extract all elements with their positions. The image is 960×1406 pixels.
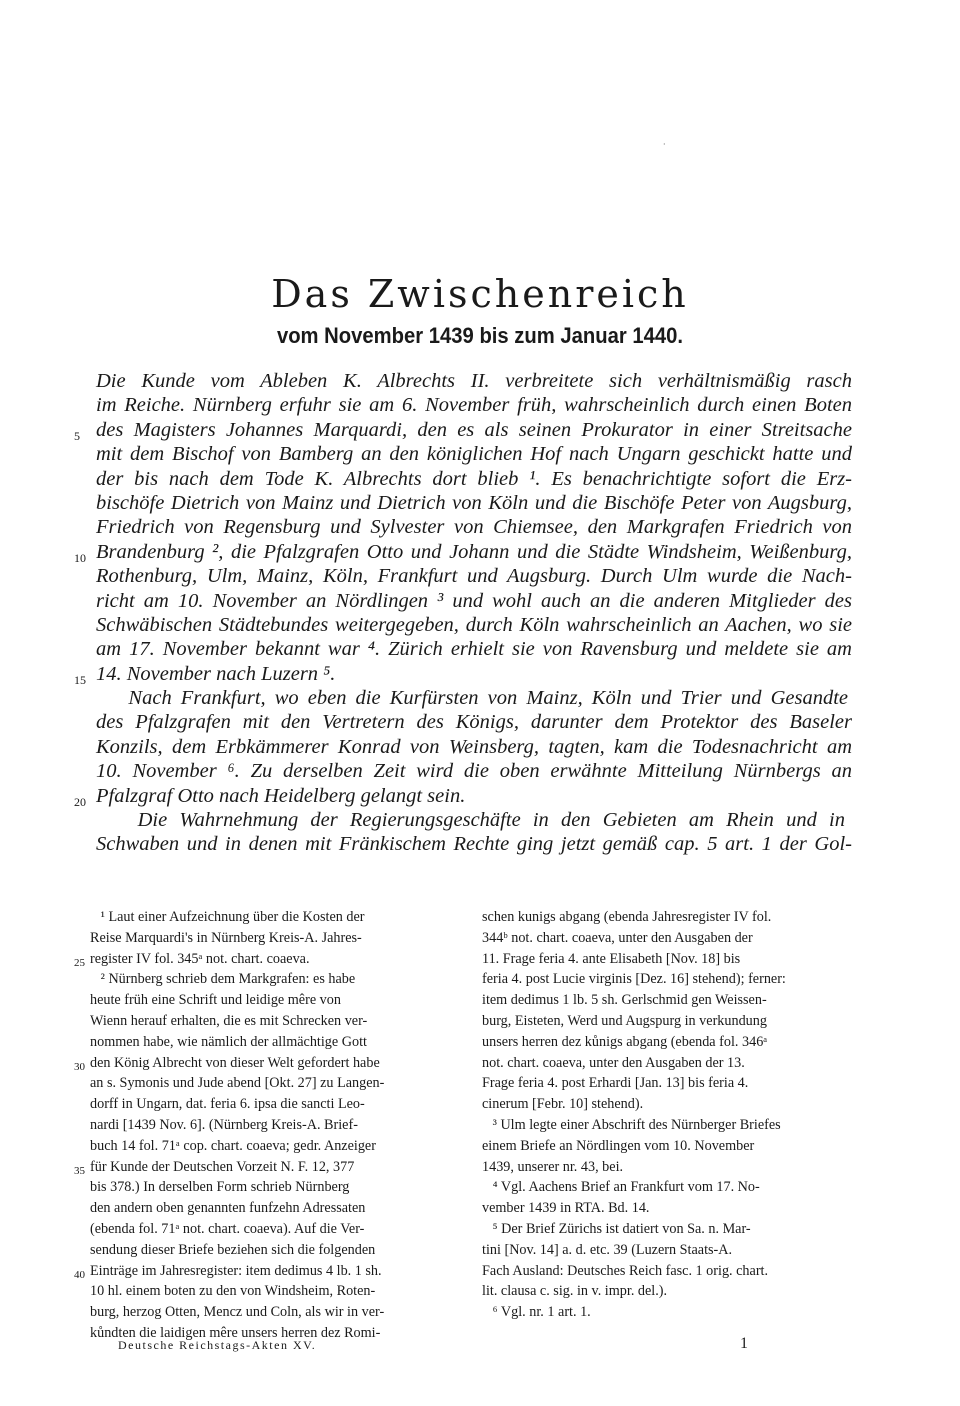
footnote-left-line <box>74 1053 462 1074</box>
main-text-content: 10. November ⁶. Zu derselben Zeit wird die oben erwähnte Mitteilung Nürnbergs an <box>96 760 852 783</box>
main-text-line <box>96 515 852 539</box>
main-text-content: Pfalzgraf Otto nach Heidelberg gelangt sein. <box>96 784 466 807</box>
footnote-left-line <box>90 928 462 949</box>
main-text <box>74 369 852 857</box>
main-text-line <box>74 418 852 443</box>
footnote-left-content: den andern oben genannten funfzehn Adressaten <box>90 1200 366 1217</box>
footnotes-right-column <box>482 907 857 1323</box>
main-text-content: bischöfe Dietrich von Mainz und Dietrich von Köln und die Bischöfe Peter von Augsburg, <box>96 491 852 514</box>
footnote-right-content: Fach Ausland: Deutsches Reich fasc. 1 orig. chart. <box>482 1262 769 1279</box>
main-text-content: Rothenburg, Ulm, Mainz, Köln, Frankfurt und Augsburg. Durch Ulm wurde die Nach- <box>96 565 852 588</box>
footnote-right-content: lit. clausa c. sig. in v. impr. del.). <box>482 1283 668 1300</box>
footnote-left-content: register IV fol. 345ᵃ not. chart. coaeva. <box>90 950 310 967</box>
footnote-right-content: vember 1439 in RTA. Bd. 14. <box>482 1200 650 1217</box>
main-text-content: Schwaben und in denen mit Fränkischem Rechte ging jetzt gemäß cap. 5 art. 1 der Gol- <box>96 833 852 856</box>
line-number: 35 <box>74 1164 85 1177</box>
main-text-line <box>96 637 852 661</box>
footnote-right-line <box>482 1261 857 1282</box>
line-number: 30 <box>74 1060 85 1073</box>
series-footer: Deutsche Reichstags-Akten XV. <box>118 1338 317 1352</box>
footnote-right-line <box>482 990 857 1011</box>
footnote-left-content: Wienn herauf erhalten, die es mit Schrecken ver- <box>90 1012 368 1029</box>
main-text-content: richt am 10. November an Nördlingen ³ und wohl auch an die anderen Mitglieder des <box>96 589 852 612</box>
footnote-left-content: den König Albrecht von dieser Welt gefordert habe <box>90 1054 380 1071</box>
main-text-content: Nach Frankfurt, wo eben die Kurfürsten von Mainz, Köln und Trier und Gesandte <box>96 687 849 710</box>
footnote-left-content: buch 14 fol. 71ᵃ cop. chart. coaeva; gedr. Anzeiger <box>90 1137 376 1154</box>
main-text-content: Die Kunde vom Ableben K. Albrechts II. verbreitete sich verhältnismäßig rasch <box>96 370 852 392</box>
footnote-left-line <box>90 969 462 990</box>
line-number: 25 <box>74 956 85 969</box>
footnote-left-line <box>90 1073 462 1094</box>
main-text-line <box>74 540 852 565</box>
footnote-right-line <box>482 907 857 928</box>
footnote-left-line <box>90 907 462 928</box>
footnote-left-line <box>74 949 462 970</box>
main-text-line <box>96 393 852 417</box>
main-text-line <box>96 832 852 856</box>
main-text-line <box>96 369 852 393</box>
main-text-content: am 17. November bekannt war ⁴. Zürich erhielt sie von Ravensburg und meldete sie am <box>96 638 852 661</box>
footnote-right-content: ⁵ Der Brief Zürichs ist datiert von Sa. n. Mar- <box>482 1220 751 1237</box>
footnote-left-content: kůndten die laidigen mêre unsers herren dez Romi- <box>90 1324 381 1341</box>
footnote-right-content: 11. Frage feria 4. ante Elisabeth [Nov. 18] bis <box>482 950 741 967</box>
footnote-left-content: nardi [1439 Nov. 6]. (Nürnberg Kreis-A. Brief- <box>90 1116 358 1133</box>
footnote-right-line <box>482 1219 857 1240</box>
footnote-left-line <box>90 1281 462 1302</box>
line-number: 15 <box>74 672 86 687</box>
footnote-right-content: schen kunigs abgang (ebenda Jahresregister IV fol. <box>482 909 772 925</box>
footnote-left-content: (ebenda fol. 71ᵃ not. chart. coaeva). Auf die Ver- <box>90 1220 365 1237</box>
footnote-left-content: burg, herzog Otten, Mencz und Coln, als wir in ver- <box>90 1304 385 1321</box>
footnote-left-line <box>74 1157 462 1178</box>
page-number: 1 <box>740 1335 748 1352</box>
footnote-right-content: cinerum [Febr. 10] stehend). <box>482 1096 644 1113</box>
footnote-right-line <box>482 1281 857 1302</box>
footnote-right-line <box>482 1157 857 1178</box>
main-text-content: Friedrich von Regensburg und Sylvester von Chiemsee, den Markgrafen Friedrich von <box>96 516 852 539</box>
main-text-line <box>74 784 852 809</box>
main-text-line <box>96 710 852 734</box>
footnote-left-content: bis 378.) In derselben Form schrieb Nürnberg <box>90 1179 350 1196</box>
main-text-content: im Reiche. Nürnberg erfuhr sie am 6. November früh, wahrscheinlich durch einen Boten <box>96 394 852 417</box>
footnotes-left-column <box>74 907 462 1344</box>
footnote-left-content: ² Nürnberg schrieb dem Markgrafen: es habe <box>90 971 356 988</box>
line-number: 40 <box>74 1268 85 1281</box>
main-text-content: der bis nach dem Tode K. Albrechts dort blieb ¹. Es benachrichtigte sofort die Erz- <box>96 467 852 490</box>
footnote-left-content: dorff in Ungarn, dat. feria 6. ipsa die sancti Leo- <box>90 1096 365 1113</box>
footnote-right-line <box>482 1115 857 1136</box>
line-number: 20 <box>74 794 86 809</box>
footnote-left-content: nommen habe, wie nämlich der allmächtige Gott <box>90 1033 367 1050</box>
main-text-content: des Magisters Johannes Marquardi, den es als seinen Prokurator in einer Streitsache <box>96 418 852 441</box>
footnote-right-line <box>482 949 857 970</box>
footnote-right-content: ³ Ulm legte einer Abschrift des Nürnberger Briefes <box>482 1116 781 1133</box>
footnote-left-line <box>74 1261 462 1282</box>
footnote-left-content: 10 hl. einem boten zu den von Windsheim, Roten- <box>90 1283 376 1300</box>
footnote-right-line <box>482 969 857 990</box>
main-text-line <box>96 759 852 783</box>
main-text-line <box>96 491 852 515</box>
main-text-line <box>96 442 852 466</box>
footnote-left-line <box>90 1198 462 1219</box>
page-subtitle: vom November 1439 bis zum Januar 1440. <box>276 323 684 348</box>
main-text-line <box>96 467 852 491</box>
footnote-right-line <box>482 1094 857 1115</box>
footnote-right-line <box>482 928 857 949</box>
footnote-right-line <box>482 1032 857 1053</box>
page-title: Das Zwischenreich <box>271 272 689 316</box>
footnote-left-line <box>90 1177 462 1198</box>
footnote-right-content: 344ᵇ not. chart. coaeva, unter den Ausgaben der <box>482 929 753 946</box>
footnote-left-line <box>90 1136 462 1157</box>
main-text-line <box>96 808 852 832</box>
footnote-left-content: Einträge im Jahresregister: item dedimus 4 lb. 1 sh. <box>90 1262 382 1279</box>
footnote-right-content: item dedimus 1 lb. 5 sh. Gerlschmid gen Weissen- <box>482 992 767 1009</box>
footnote-left-line <box>90 1302 462 1323</box>
main-text-content: Die Wahrnehmung der Regierungsgeschäfte in den Gebieten am Rhein und in <box>96 809 845 832</box>
footnote-left-line <box>90 1094 462 1115</box>
footnote-left-content: für Kunde der Deutschen Vorzeit N. F. 12, 377 <box>90 1158 355 1175</box>
footnote-left-line <box>90 1240 462 1261</box>
footnote-right-line <box>482 1073 857 1094</box>
main-text-line <box>74 662 852 687</box>
main-text-line <box>96 613 852 637</box>
footnote-right-line <box>482 1198 857 1219</box>
footnote-left-line <box>90 1219 462 1240</box>
main-text-line <box>96 564 852 588</box>
footnote-left-content: sendung dieser Briefe beziehen sich die folgenden <box>90 1241 376 1258</box>
main-text-content: mit dem Bischof von Bamberg an den königlichen Hof nach Ungarn geschickt hatte und <box>96 443 852 466</box>
footnote-right-content: 1439, unserer nr. 43, bei. <box>482 1158 624 1175</box>
footnote-left-content: Reise Marquardi's in Nürnberg Kreis-A. Jahres- <box>90 929 362 946</box>
footnote-right-content: tini [Nov. 14] a. d. etc. 39 (Luzern Staats-A. <box>482 1241 733 1258</box>
scan-speck: · <box>663 140 666 149</box>
main-text-content: Schwäbischen Städtebundes weitergegeben, durch Köln wahrscheinlich an Aachen, wo sie <box>96 613 852 636</box>
main-text-content: des Pfalzgrafen mit den Vertretern des Königs, darunter dem Protektor des Baseler <box>96 711 852 734</box>
footnote-left-line <box>90 1032 462 1053</box>
footnote-right-content: unsers herren dez kůnigs abgang (ebenda fol. 346ᵃ <box>482 1033 768 1050</box>
footnote-right-line <box>482 1240 857 1261</box>
footnote-left-line <box>90 990 462 1011</box>
footnote-left-content: heute früh eine Schrift und leidige mêre von <box>90 992 341 1009</box>
footnote-right-line <box>482 1011 857 1032</box>
footnote-right-content: einem Briefe an Nördlingen vom 10. November <box>482 1137 755 1154</box>
footnote-right-line <box>482 1302 857 1323</box>
footnote-right-content: ⁴ Vgl. Aachens Brief an Frankfurt vom 17. No- <box>482 1179 760 1196</box>
footnote-right-content: ⁶ Vgl. nr. 1 art. 1. <box>482 1304 591 1321</box>
main-text-line <box>96 686 852 710</box>
main-text-content: Konzils, dem Erbkämmerer Konrad von Weinsberg, tagten, kam die Todesnachricht am <box>96 735 852 758</box>
footnote-left-line <box>90 1115 462 1136</box>
footnote-right-content: Frage feria 4. post Erhardi [Jan. 13] bis feria 4. <box>482 1075 749 1092</box>
footnote-right-line <box>482 1136 857 1157</box>
footnote-left-content: an s. Symonis und Jude abend [Okt. 27] zu Langen- <box>90 1075 385 1092</box>
main-text-line <box>96 735 852 759</box>
footnote-left-content: ¹ Laut einer Aufzeichnung über die Kosten der <box>90 909 365 925</box>
line-number: 5 <box>74 428 80 443</box>
footnote-right-line <box>482 1053 857 1074</box>
footnote-right-line <box>482 1177 857 1198</box>
footnote-right-content: burg, Eisteten, Werd und Augspurg in verkundung <box>482 1012 767 1029</box>
main-text-content: 14. November nach Luzern ⁵. <box>96 662 336 685</box>
footnote-right-content: feria 4. post Lucie virginis [Dez. 16] stehend); ferner: <box>482 971 786 988</box>
line-number: 10 <box>74 550 86 565</box>
main-text-content: Brandenburg ², die Pfalzgrafen Otto und Johann und die Städte Windsheim, Weißenburg, <box>96 540 852 563</box>
footnote-right-content: not. chart. coaeva, unter den Ausgaben der 13. <box>482 1054 745 1071</box>
footnote-left-line <box>90 1011 462 1032</box>
main-text-line <box>96 589 852 613</box>
